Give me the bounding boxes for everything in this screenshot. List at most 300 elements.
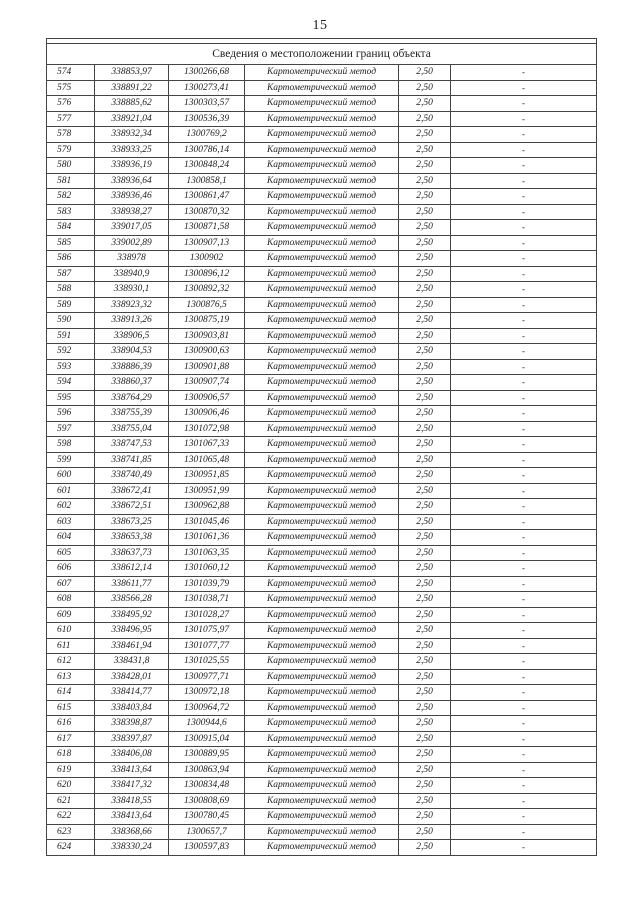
x-coordinate-cell: 339017,05 <box>95 220 169 236</box>
description-cell: - <box>451 468 597 484</box>
accuracy-cell: 2,50 <box>399 747 451 763</box>
point-number-cell: 584 <box>47 220 95 236</box>
method-cell: Картометрический метод <box>245 359 399 375</box>
method-cell: Картометрический метод <box>245 421 399 437</box>
method-cell: Картометрический метод <box>245 220 399 236</box>
accuracy-cell: 2,50 <box>399 282 451 298</box>
method-cell: Картометрический метод <box>245 731 399 747</box>
x-coordinate-cell: 338611,77 <box>95 576 169 592</box>
point-number-cell: 577 <box>47 111 95 127</box>
table-row <box>47 468 597 484</box>
y-coordinate-cell: 1300303,57 <box>169 96 245 112</box>
y-coordinate-cell: 1301038,71 <box>169 592 245 608</box>
table-row <box>47 375 597 391</box>
accuracy-cell: 2,50 <box>399 96 451 112</box>
point-number-cell: 600 <box>47 468 95 484</box>
description-cell: - <box>451 499 597 515</box>
method-cell: Картометрический метод <box>245 809 399 825</box>
accuracy-cell: 2,50 <box>399 313 451 329</box>
y-coordinate-cell: 1300808,69 <box>169 793 245 809</box>
y-coordinate-cell: 1300944,6 <box>169 716 245 732</box>
x-coordinate-cell: 338495,92 <box>95 607 169 623</box>
accuracy-cell: 2,50 <box>399 731 451 747</box>
table-row <box>47 638 597 654</box>
table-row <box>47 561 597 577</box>
description-cell: - <box>451 840 597 856</box>
accuracy-cell: 2,50 <box>399 685 451 701</box>
y-coordinate-cell: 1301025,55 <box>169 654 245 670</box>
x-coordinate-cell: 338906,5 <box>95 328 169 344</box>
x-coordinate-cell: 338940,9 <box>95 266 169 282</box>
description-cell: - <box>451 111 597 127</box>
table-row <box>47 685 597 701</box>
table-row <box>47 607 597 623</box>
accuracy-cell: 2,50 <box>399 809 451 825</box>
description-cell: - <box>451 220 597 236</box>
method-cell: Картометрический метод <box>245 282 399 298</box>
table-title: Сведения о местоположении границ объекта <box>47 44 597 65</box>
table-row <box>47 623 597 639</box>
accuracy-cell: 2,50 <box>399 297 451 313</box>
accuracy-cell: 2,50 <box>399 142 451 158</box>
point-number-cell: 591 <box>47 328 95 344</box>
y-coordinate-cell: 1300861,47 <box>169 189 245 205</box>
method-cell: Картометрический метод <box>245 793 399 809</box>
description-cell: - <box>451 545 597 561</box>
method-cell: Картометрический метод <box>245 747 399 763</box>
y-coordinate-cell: 1301039,79 <box>169 576 245 592</box>
table-row <box>47 235 597 251</box>
method-cell: Картометрический метод <box>245 623 399 639</box>
description-cell: - <box>451 762 597 778</box>
y-coordinate-cell: 1300769,2 <box>169 127 245 143</box>
method-cell: Картометрический метод <box>245 96 399 112</box>
y-coordinate-cell: 1301060,12 <box>169 561 245 577</box>
table-row <box>47 437 597 453</box>
y-coordinate-cell: 1300858,1 <box>169 173 245 189</box>
table-row <box>47 189 597 205</box>
table-row <box>47 96 597 112</box>
method-cell: Картометрический метод <box>245 840 399 856</box>
point-number-cell: 611 <box>47 638 95 654</box>
accuracy-cell: 2,50 <box>399 127 451 143</box>
method-cell: Картометрический метод <box>245 142 399 158</box>
description-cell: - <box>451 700 597 716</box>
x-coordinate-cell: 338653,38 <box>95 530 169 546</box>
table-row <box>47 406 597 422</box>
point-number-cell: 592 <box>47 344 95 360</box>
point-number-cell: 610 <box>47 623 95 639</box>
y-coordinate-cell: 1300780,45 <box>169 809 245 825</box>
description-cell: - <box>451 328 597 344</box>
table-row <box>47 173 597 189</box>
accuracy-cell: 2,50 <box>399 452 451 468</box>
y-coordinate-cell: 1301075,97 <box>169 623 245 639</box>
y-coordinate-cell: 1300273,41 <box>169 80 245 96</box>
accuracy-cell: 2,50 <box>399 793 451 809</box>
method-cell: Картометрический метод <box>245 204 399 220</box>
point-number-cell: 614 <box>47 685 95 701</box>
y-coordinate-cell: 1300900,63 <box>169 344 245 360</box>
accuracy-cell: 2,50 <box>399 623 451 639</box>
x-coordinate-cell: 338860,37 <box>95 375 169 391</box>
y-coordinate-cell: 1300951,85 <box>169 468 245 484</box>
description-cell: - <box>451 142 597 158</box>
y-coordinate-cell: 1300915,04 <box>169 731 245 747</box>
description-cell: - <box>451 235 597 251</box>
description-cell: - <box>451 669 597 685</box>
point-number-cell: 581 <box>47 173 95 189</box>
accuracy-cell: 2,50 <box>399 437 451 453</box>
method-cell: Картометрический метод <box>245 545 399 561</box>
page-number: 15 <box>312 18 328 33</box>
point-number-cell: 574 <box>47 65 95 81</box>
method-cell: Картометрический метод <box>245 700 399 716</box>
description-cell: - <box>451 793 597 809</box>
method-cell: Картометрический метод <box>245 297 399 313</box>
description-cell: - <box>451 778 597 794</box>
x-coordinate-cell: 338740,49 <box>95 468 169 484</box>
x-coordinate-cell: 338936,46 <box>95 189 169 205</box>
method-cell: Картометрический метод <box>245 344 399 360</box>
point-number-cell: 596 <box>47 406 95 422</box>
point-number-cell: 597 <box>47 421 95 437</box>
description-cell: - <box>451 452 597 468</box>
method-cell: Картометрический метод <box>245 638 399 654</box>
table-row <box>47 313 597 329</box>
method-cell: Картометрический метод <box>245 266 399 282</box>
x-coordinate-cell: 338672,51 <box>95 499 169 515</box>
method-cell: Картометрический метод <box>245 127 399 143</box>
accuracy-cell: 2,50 <box>399 840 451 856</box>
point-number-cell: 622 <box>47 809 95 825</box>
method-cell: Картометрический метод <box>245 716 399 732</box>
table-row <box>47 840 597 856</box>
description-cell: - <box>451 576 597 592</box>
point-number-cell: 609 <box>47 607 95 623</box>
y-coordinate-cell: 1300892,32 <box>169 282 245 298</box>
y-coordinate-cell: 1300907,13 <box>169 235 245 251</box>
table-row <box>47 452 597 468</box>
x-coordinate-cell: 338612,14 <box>95 561 169 577</box>
method-cell: Картометрический метод <box>245 313 399 329</box>
point-number-cell: 612 <box>47 654 95 670</box>
x-coordinate-cell: 338755,04 <box>95 421 169 437</box>
description-cell: - <box>451 809 597 825</box>
y-coordinate-cell: 1300906,46 <box>169 406 245 422</box>
accuracy-cell: 2,50 <box>399 669 451 685</box>
accuracy-cell: 2,50 <box>399 499 451 515</box>
x-coordinate-cell: 338764,29 <box>95 390 169 406</box>
x-coordinate-cell: 338978 <box>95 251 169 267</box>
description-cell: - <box>451 716 597 732</box>
method-cell: Картометрический метод <box>245 762 399 778</box>
point-number-cell: 590 <box>47 313 95 329</box>
accuracy-cell: 2,50 <box>399 359 451 375</box>
description-cell: - <box>451 421 597 437</box>
description-cell: - <box>451 561 597 577</box>
point-number-cell: 588 <box>47 282 95 298</box>
y-coordinate-cell: 1301063,35 <box>169 545 245 561</box>
table-row <box>47 390 597 406</box>
method-cell: Картометрический метод <box>245 251 399 267</box>
x-coordinate-cell: 338428,01 <box>95 669 169 685</box>
method-cell: Картометрический метод <box>245 607 399 623</box>
accuracy-cell: 2,50 <box>399 530 451 546</box>
y-coordinate-cell: 1300903,81 <box>169 328 245 344</box>
point-number-cell: 624 <box>47 840 95 856</box>
y-coordinate-cell: 1300536,39 <box>169 111 245 127</box>
point-number-cell: 589 <box>47 297 95 313</box>
point-number-cell: 594 <box>47 375 95 391</box>
method-cell: Картометрический метод <box>245 654 399 670</box>
y-coordinate-cell: 1301045,46 <box>169 514 245 530</box>
accuracy-cell: 2,50 <box>399 545 451 561</box>
x-coordinate-cell: 338418,55 <box>95 793 169 809</box>
x-coordinate-cell: 338496,95 <box>95 623 169 639</box>
description-cell: - <box>451 375 597 391</box>
accuracy-cell: 2,50 <box>399 654 451 670</box>
point-number-cell: 606 <box>47 561 95 577</box>
table-row <box>47 778 597 794</box>
y-coordinate-cell: 1300896,12 <box>169 266 245 282</box>
point-number-cell: 587 <box>47 266 95 282</box>
point-number-cell: 607 <box>47 576 95 592</box>
method-cell: Картометрический метод <box>245 189 399 205</box>
method-cell: Картометрический метод <box>245 390 399 406</box>
point-number-cell: 595 <box>47 390 95 406</box>
description-cell: - <box>451 173 597 189</box>
x-coordinate-cell: 338741,85 <box>95 452 169 468</box>
y-coordinate-cell: 1301072,98 <box>169 421 245 437</box>
x-coordinate-cell: 338904,53 <box>95 344 169 360</box>
y-coordinate-cell: 1300951,99 <box>169 483 245 499</box>
y-coordinate-cell: 1300870,32 <box>169 204 245 220</box>
table-row <box>47 65 597 81</box>
accuracy-cell: 2,50 <box>399 406 451 422</box>
description-cell: - <box>451 65 597 81</box>
method-cell: Картометрический метод <box>245 576 399 592</box>
x-coordinate-cell: 338673,25 <box>95 514 169 530</box>
y-coordinate-cell: 1300597,83 <box>169 840 245 856</box>
table-row <box>47 654 597 670</box>
method-cell: Картометрический метод <box>245 468 399 484</box>
description-cell: - <box>451 530 597 546</box>
description-cell: - <box>451 282 597 298</box>
x-coordinate-cell: 338913,26 <box>95 313 169 329</box>
method-cell: Картометрический метод <box>245 235 399 251</box>
description-cell: - <box>451 251 597 267</box>
table-row <box>47 731 597 747</box>
x-coordinate-cell: 338932,34 <box>95 127 169 143</box>
table-row <box>47 592 597 608</box>
y-coordinate-cell: 1300962,88 <box>169 499 245 515</box>
accuracy-cell: 2,50 <box>399 638 451 654</box>
point-number-cell: 615 <box>47 700 95 716</box>
accuracy-cell: 2,50 <box>399 220 451 236</box>
x-coordinate-cell: 338403,84 <box>95 700 169 716</box>
x-coordinate-cell: 338747,53 <box>95 437 169 453</box>
description-cell: - <box>451 390 597 406</box>
x-coordinate-cell: 338406,08 <box>95 747 169 763</box>
table-row <box>47 716 597 732</box>
table-row <box>47 359 597 375</box>
x-coordinate-cell: 338891,22 <box>95 80 169 96</box>
x-coordinate-cell: 338397,87 <box>95 731 169 747</box>
x-coordinate-cell: 338672,41 <box>95 483 169 499</box>
accuracy-cell: 2,50 <box>399 514 451 530</box>
point-number-cell: 593 <box>47 359 95 375</box>
table-title-row <box>47 44 597 65</box>
description-cell: - <box>451 747 597 763</box>
description-cell: - <box>451 685 597 701</box>
accuracy-cell: 2,50 <box>399 235 451 251</box>
method-cell: Картометрический метод <box>245 685 399 701</box>
point-number-cell: 618 <box>47 747 95 763</box>
y-coordinate-cell: 1300964,72 <box>169 700 245 716</box>
description-cell: - <box>451 359 597 375</box>
x-coordinate-cell: 338566,28 <box>95 592 169 608</box>
table-row <box>47 700 597 716</box>
point-number-cell: 598 <box>47 437 95 453</box>
point-number-cell: 623 <box>47 824 95 840</box>
description-cell: - <box>451 607 597 623</box>
y-coordinate-cell: 1301061,36 <box>169 530 245 546</box>
accuracy-cell: 2,50 <box>399 607 451 623</box>
description-cell: - <box>451 189 597 205</box>
accuracy-cell: 2,50 <box>399 80 451 96</box>
y-coordinate-cell: 1300657,7 <box>169 824 245 840</box>
accuracy-cell: 2,50 <box>399 158 451 174</box>
accuracy-cell: 2,50 <box>399 483 451 499</box>
method-cell: Картометрический метод <box>245 530 399 546</box>
table-row <box>47 747 597 763</box>
method-cell: Картометрический метод <box>245 778 399 794</box>
y-coordinate-cell: 1300863,94 <box>169 762 245 778</box>
point-number-cell: 620 <box>47 778 95 794</box>
description-cell: - <box>451 127 597 143</box>
table-row <box>47 421 597 437</box>
y-coordinate-cell: 1300875,19 <box>169 313 245 329</box>
y-coordinate-cell: 1300871,58 <box>169 220 245 236</box>
table-row <box>47 297 597 313</box>
description-cell: - <box>451 483 597 499</box>
method-cell: Картометрический метод <box>245 499 399 515</box>
y-coordinate-cell: 1300906,57 <box>169 390 245 406</box>
x-coordinate-cell: 338398,87 <box>95 716 169 732</box>
accuracy-cell: 2,50 <box>399 824 451 840</box>
boundary-table <box>46 38 597 856</box>
table-row <box>47 530 597 546</box>
table-row <box>47 251 597 267</box>
method-cell: Картометрический метод <box>245 406 399 422</box>
table-row <box>47 762 597 778</box>
description-cell: - <box>451 654 597 670</box>
point-number-cell: 604 <box>47 530 95 546</box>
y-coordinate-cell: 1300266,68 <box>169 65 245 81</box>
point-number-cell: 605 <box>47 545 95 561</box>
point-number-cell: 585 <box>47 235 95 251</box>
y-coordinate-cell: 1300902 <box>169 251 245 267</box>
x-coordinate-cell: 338923,32 <box>95 297 169 313</box>
table-row <box>47 111 597 127</box>
description-cell: - <box>451 731 597 747</box>
point-number-cell: 619 <box>47 762 95 778</box>
point-number-cell: 583 <box>47 204 95 220</box>
table-row <box>47 142 597 158</box>
point-number-cell: 579 <box>47 142 95 158</box>
table-row <box>47 824 597 840</box>
description-cell: - <box>451 824 597 840</box>
method-cell: Картометрический метод <box>245 561 399 577</box>
table-row <box>47 204 597 220</box>
x-coordinate-cell: 339002,89 <box>95 235 169 251</box>
y-coordinate-cell: 1300889,95 <box>169 747 245 763</box>
accuracy-cell: 2,50 <box>399 421 451 437</box>
method-cell: Картометрический метод <box>245 65 399 81</box>
x-coordinate-cell: 338431,8 <box>95 654 169 670</box>
x-coordinate-cell: 338938,27 <box>95 204 169 220</box>
x-coordinate-cell: 338417,32 <box>95 778 169 794</box>
description-cell: - <box>451 313 597 329</box>
method-cell: Картометрический метод <box>245 483 399 499</box>
y-coordinate-cell: 1300848,24 <box>169 158 245 174</box>
y-coordinate-cell: 1301067,33 <box>169 437 245 453</box>
table-row <box>47 220 597 236</box>
table-row <box>47 514 597 530</box>
table-row <box>47 158 597 174</box>
method-cell: Картометрический метод <box>245 669 399 685</box>
description-cell: - <box>451 204 597 220</box>
accuracy-cell: 2,50 <box>399 375 451 391</box>
y-coordinate-cell: 1300977,71 <box>169 669 245 685</box>
point-number-cell: 617 <box>47 731 95 747</box>
method-cell: Картометрический метод <box>245 111 399 127</box>
y-coordinate-cell: 1300972,18 <box>169 685 245 701</box>
point-number-cell: 586 <box>47 251 95 267</box>
description-cell: - <box>451 297 597 313</box>
point-number-cell: 576 <box>47 96 95 112</box>
accuracy-cell: 2,50 <box>399 576 451 592</box>
description-cell: - <box>451 437 597 453</box>
x-coordinate-cell: 338637,73 <box>95 545 169 561</box>
y-coordinate-cell: 1300907,74 <box>169 375 245 391</box>
table-row <box>47 809 597 825</box>
point-number-cell: 608 <box>47 592 95 608</box>
y-coordinate-cell: 1300901,88 <box>169 359 245 375</box>
point-number-cell: 613 <box>47 669 95 685</box>
accuracy-cell: 2,50 <box>399 328 451 344</box>
description-cell: - <box>451 96 597 112</box>
point-number-cell: 601 <box>47 483 95 499</box>
accuracy-cell: 2,50 <box>399 592 451 608</box>
point-number-cell: 603 <box>47 514 95 530</box>
table-row <box>47 282 597 298</box>
accuracy-cell: 2,50 <box>399 561 451 577</box>
method-cell: Картометрический метод <box>245 824 399 840</box>
method-cell: Картометрический метод <box>245 514 399 530</box>
point-number-cell: 616 <box>47 716 95 732</box>
table-row <box>47 80 597 96</box>
x-coordinate-cell: 338936,64 <box>95 173 169 189</box>
x-coordinate-cell: 338413,64 <box>95 762 169 778</box>
description-cell: - <box>451 514 597 530</box>
table-row <box>47 545 597 561</box>
x-coordinate-cell: 338885,62 <box>95 96 169 112</box>
x-coordinate-cell: 338921,04 <box>95 111 169 127</box>
point-number-cell: 575 <box>47 80 95 96</box>
method-cell: Картометрический метод <box>245 592 399 608</box>
